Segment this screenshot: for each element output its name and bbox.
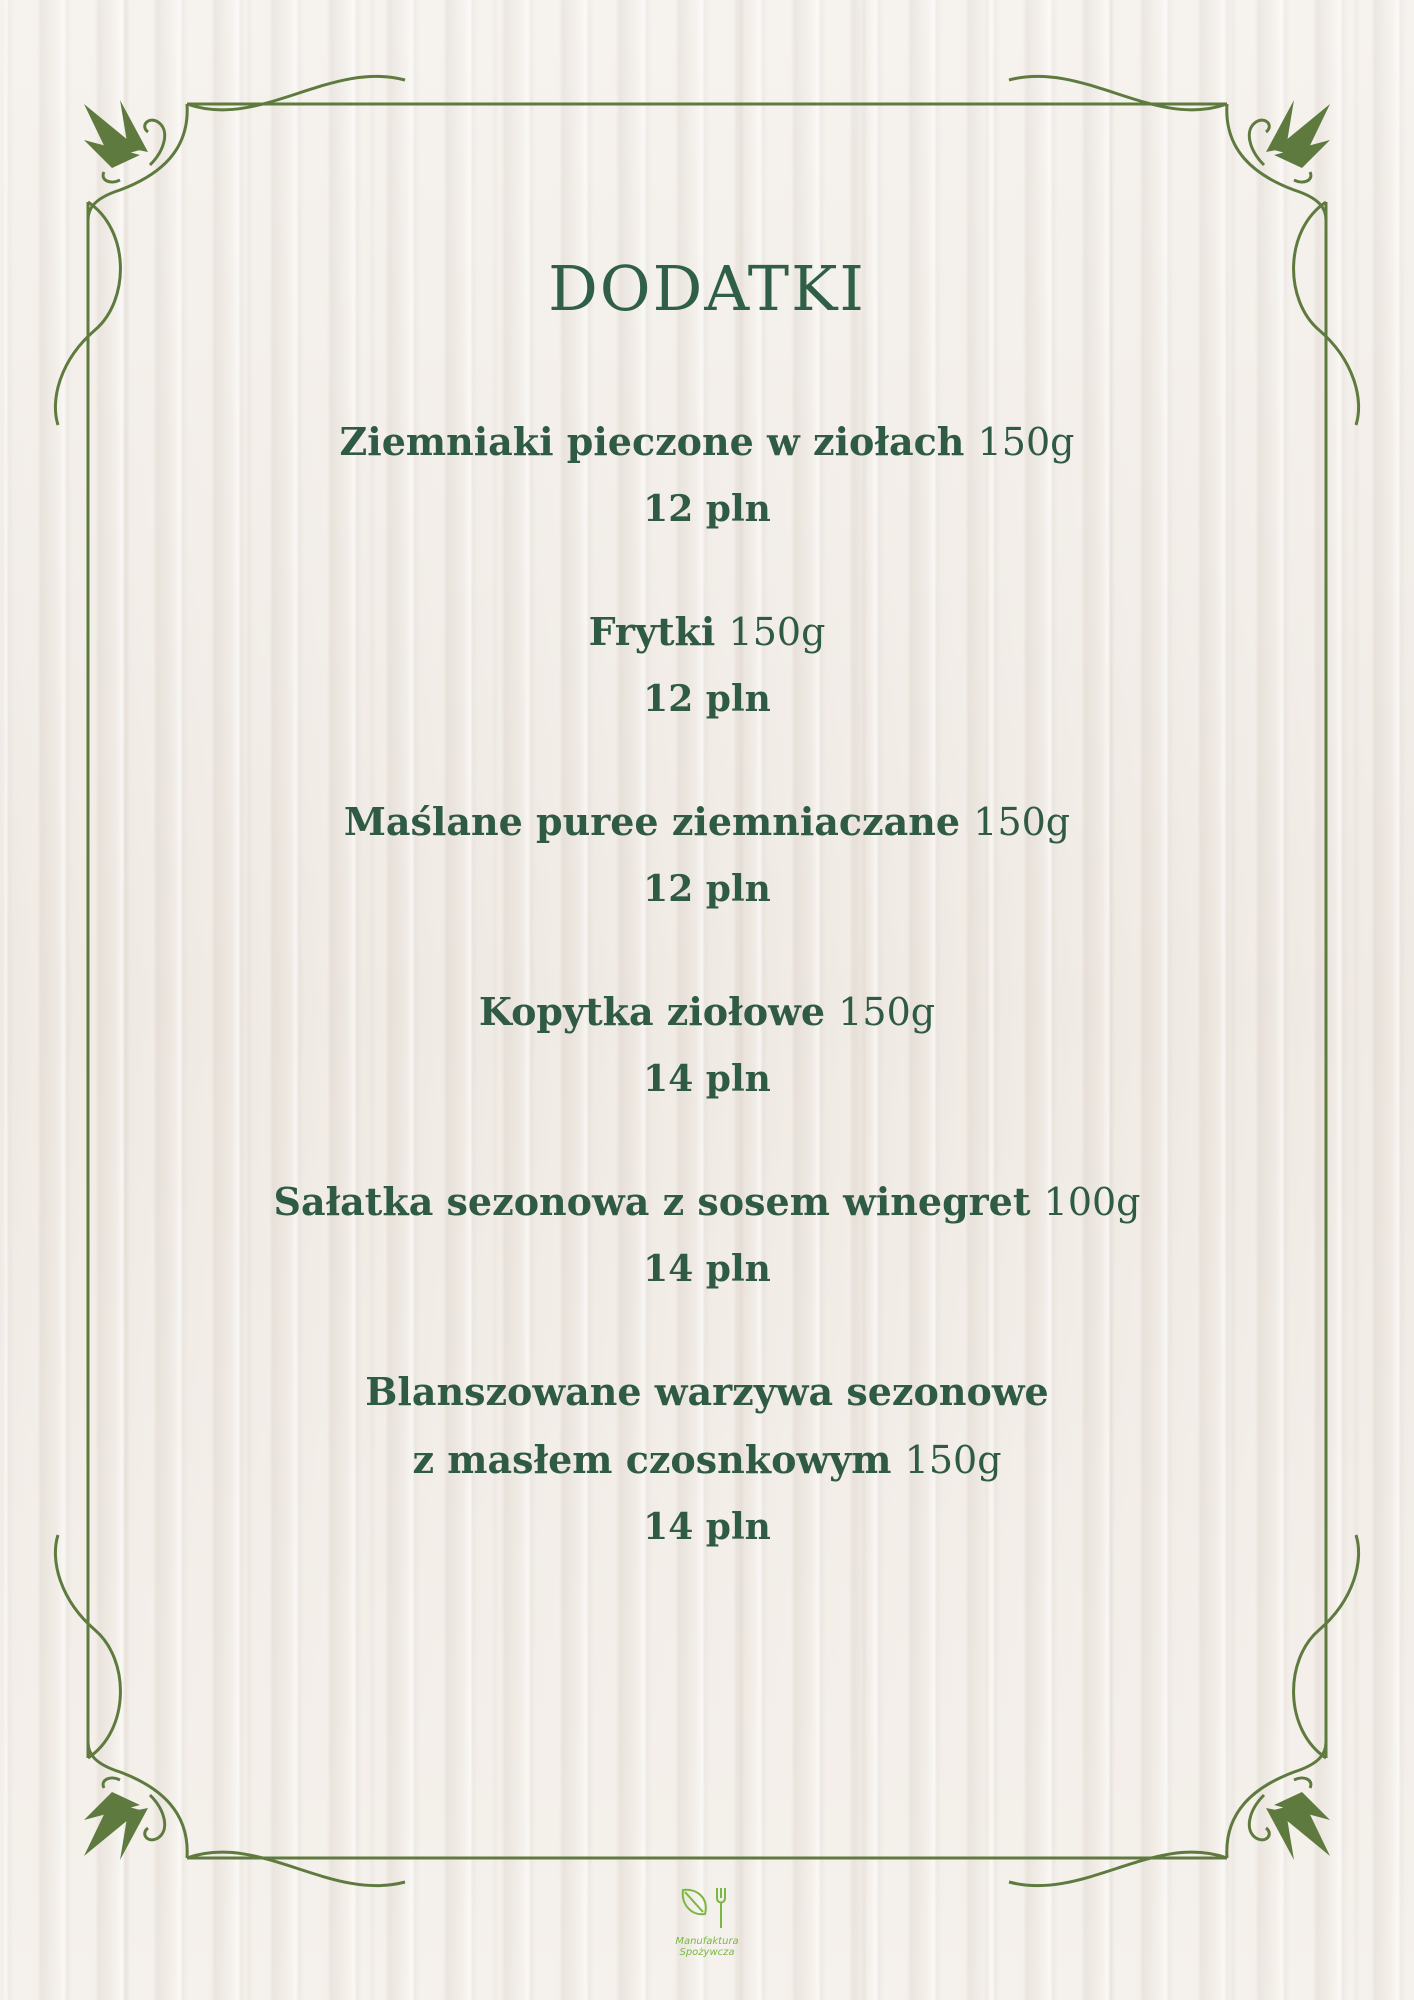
menu-item-name: Blanszowane warzywa sezonowe	[365, 1369, 1049, 1414]
leaf-fork-icon	[677, 1884, 737, 1932]
menu-item-name: Sałatka sezonowa z sosem winegret 100g	[273, 1179, 1141, 1224]
brand-logo	[660, 1884, 754, 1964]
menu-item-name: Kopytka ziołowe 150g	[478, 989, 936, 1034]
menu-item	[200, 1358, 1214, 1560]
menu-item-price: 14 pln	[643, 1506, 771, 1548]
menu-list	[200, 408, 1214, 1616]
menu-item	[200, 788, 1214, 922]
menu-item-weight: 150g	[973, 800, 1071, 844]
menu-item	[200, 1168, 1214, 1302]
menu-item-weight: 150g	[904, 1438, 1002, 1482]
menu-item-price: 12 pln	[643, 678, 771, 720]
logo-line1: Manufaktura	[675, 1936, 739, 1947]
menu-item	[200, 978, 1214, 1112]
menu-item-name: z masłem czosnkowym 150g	[412, 1437, 1002, 1482]
menu-item-price: 12 pln	[643, 488, 771, 530]
menu-item-price: 14 pln	[643, 1058, 771, 1100]
menu-item-price: 14 pln	[643, 1248, 771, 1290]
menu-item-weight: 150g	[728, 610, 826, 654]
menu-title: DODATKI	[548, 252, 866, 325]
menu-item-weight: 100g	[1043, 1180, 1141, 1224]
menu-item-price: 12 pln	[643, 868, 771, 910]
logo-line2: Spożywcza	[679, 1947, 735, 1958]
menu-item-name: Maślane puree ziemniaczane 150g	[343, 799, 1071, 844]
menu-item	[200, 598, 1214, 732]
menu-item-name: Frytki 150g	[588, 609, 826, 654]
menu-item-name: Ziemniaki pieczone w ziołach 150g	[339, 419, 1075, 464]
menu-item-weight: 150g	[977, 420, 1075, 464]
menu-item	[200, 408, 1214, 542]
menu-item-weight: 150g	[838, 990, 936, 1034]
